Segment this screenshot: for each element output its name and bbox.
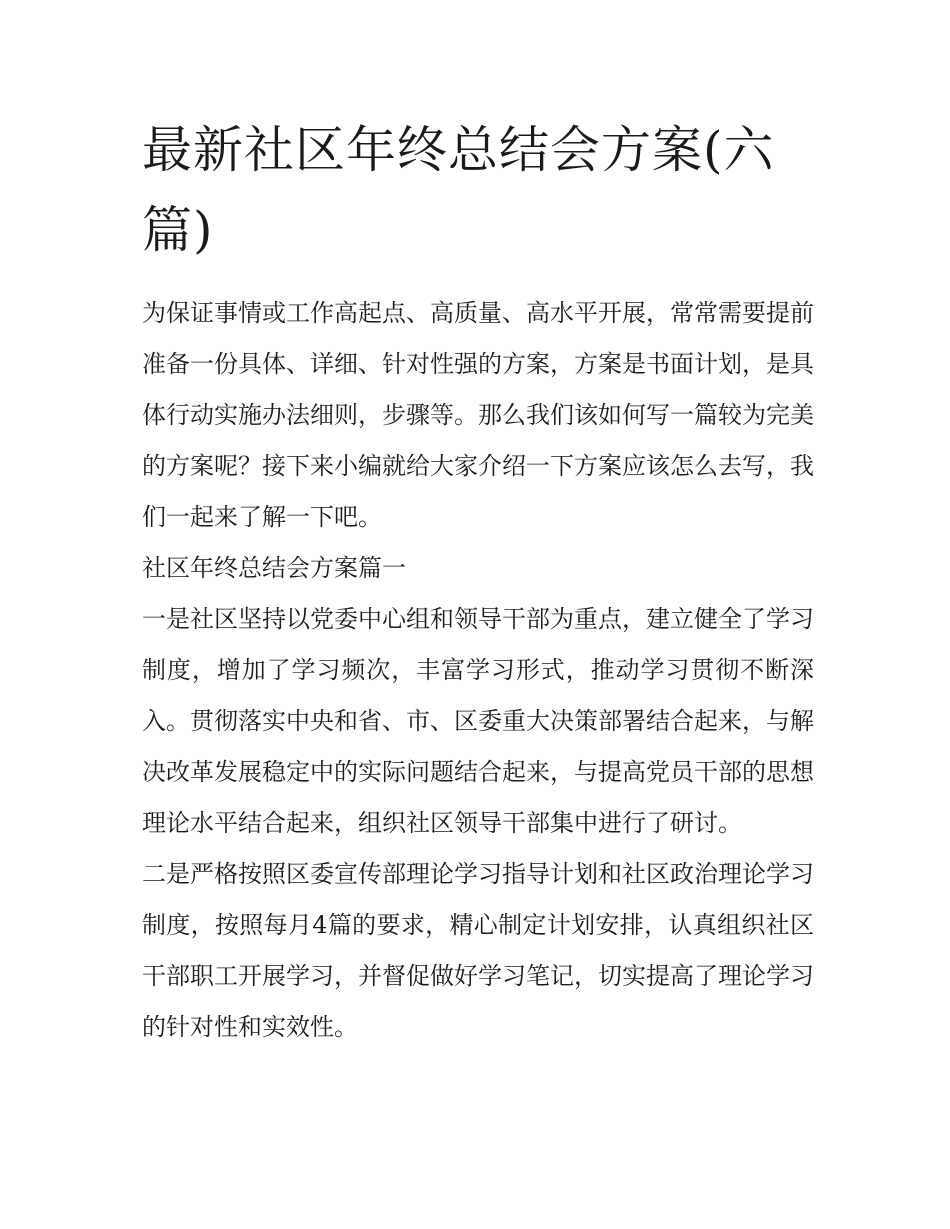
intro-paragraph: 为保证事情或工作高起点、高质量、高水平开展，常常需要提前准备一份具体、详细、针对性强的方案，方案是书面计划，是具体行动实施办法细则，步骤等。那么我们该如何写一篇较为完美的方案呢？接下来小编就给大家介绍一下方案应该怎么去写，我们一起来了解一下吧。 [142, 299, 814, 531]
body-paragraph-1: 一是社区坚持以党委中心组和领导干部为重点，建立健全了学习制度，增加了学习频次，丰富学习形式，推动学习贯彻不断深入。贯彻落实中央和省、市、区委重大决策部署结合起来，与解决改革发展稳定中的实际问题结合起来，与提高党员干部的思想理论水平结合起来，组织社区领导干部集中进行了研讨。 [142, 605, 814, 837]
section-heading: 社区年终总结会方案篇一 [142, 554, 406, 582]
body-paragraph-2: 二是严格按照区委宣传部理论学习指导计划和社区政治理论学习制度，按照每月4篇的要求，精心制定计划安排，认真组织社区干部职工开展学习，并督促做好学习笔记，切实提高了理论学习的针对性和实效性。 [142, 860, 814, 1041]
document-title: 最新社区年终总结会方案(六篇) [142, 121, 775, 259]
document-page [142, 110, 814, 1053]
